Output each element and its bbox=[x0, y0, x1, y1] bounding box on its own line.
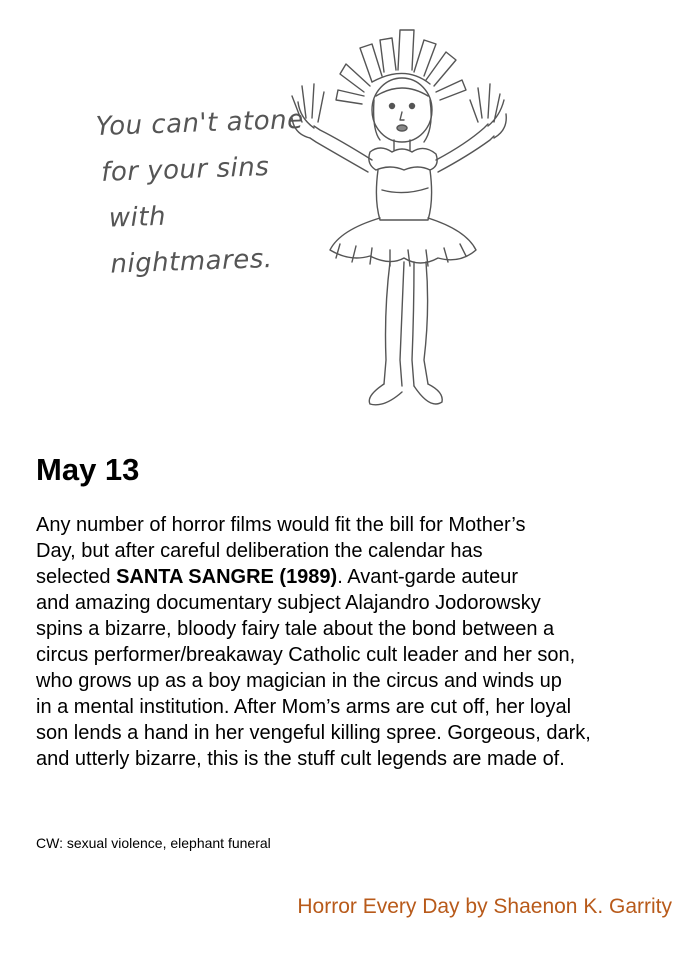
entry-date: May 13 bbox=[36, 452, 140, 487]
body-line: and amazing documentary subject Alajandro Jodorowsky bbox=[36, 592, 541, 614]
body-line: and utterly bizarre, this is the stuff cult legends are made of. bbox=[36, 748, 565, 770]
body-text-fragment: . Avant-garde auteur bbox=[337, 566, 519, 588]
body-line: Day, but after careful deliberation the calendar has bbox=[36, 540, 483, 562]
handwritten-quote bbox=[95, 96, 331, 288]
quote-line: You can't atone bbox=[95, 104, 305, 143]
film-title: SANTA SANGRE (1989) bbox=[116, 566, 338, 588]
right-hand-icon bbox=[470, 84, 506, 138]
headdress-icon bbox=[336, 30, 466, 104]
content-warning: CW: sexual violence, elephant funeral bbox=[36, 835, 271, 851]
author-credit: Horror Every Day by Shaenon K. Garrity bbox=[297, 895, 672, 918]
quote-line: for your sins bbox=[100, 152, 270, 188]
body-line: Any number of horror films would fit the bill for Mother’s bbox=[36, 514, 526, 536]
quote-line: with nightmares. bbox=[108, 201, 274, 280]
body-line: circus performer/breakaway Catholic cult leader and her son, bbox=[36, 644, 576, 666]
illustration bbox=[0, 0, 700, 430]
body-line bbox=[36, 564, 686, 590]
body-line: in a mental institution. After Mom’s arms are cut off, her loyal bbox=[36, 696, 572, 718]
entry-body bbox=[36, 512, 686, 772]
body-text-fragment: selected bbox=[36, 566, 117, 588]
body-line: who grows up as a boy magician in the circus and winds up bbox=[36, 670, 562, 692]
body-line: son lends a hand in her vengeful killing spree. Gorgeous, dark, bbox=[36, 722, 591, 744]
body-line: spins a bizarre, bloody fairy tale about the bond between a bbox=[36, 618, 555, 640]
